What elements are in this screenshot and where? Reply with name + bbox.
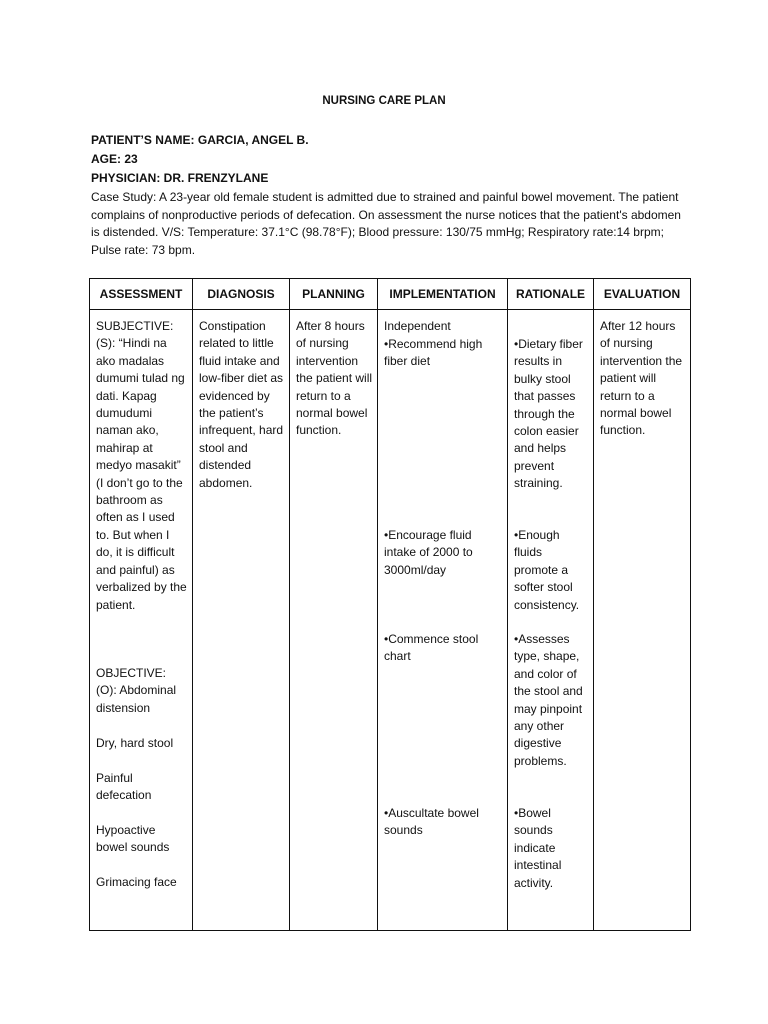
assessment-item: Dry, hard stool xyxy=(96,736,174,750)
evaluation-text: After 12 hours of nursing intervention the patient will return to a normal bowel function. xyxy=(600,319,683,438)
rationale-item: •Assesses type, shape, and color of the stool and may pinpoint any other digestive problems. xyxy=(514,632,583,768)
nursing-care-plan-table xyxy=(89,278,691,931)
implementation-heading: Independent xyxy=(384,319,451,333)
physician-name: PHYSICIAN: DR. FRENZYLANE xyxy=(91,171,269,185)
patient-age: AGE: 23 xyxy=(91,152,138,166)
header-rationale: RATIONALE xyxy=(508,279,594,310)
diagnosis-cell xyxy=(193,310,290,931)
evaluation-cell xyxy=(594,310,691,931)
implementation-cell xyxy=(378,310,508,931)
planning-text: After 8 hours of nursing intervention the patient will return to a normal bowel function. xyxy=(296,319,373,438)
rationale-cell xyxy=(508,310,594,931)
implementation-item: •Commence stool chart xyxy=(384,632,479,664)
rationale-item: •Dietary fiber results in bulky stool that passes through the colon easier and helps prevent straining. xyxy=(514,337,583,491)
header-implementation: IMPLEMENTATION xyxy=(378,279,508,310)
assessment-item: Grimacing face xyxy=(96,875,177,889)
table-row xyxy=(90,310,691,931)
implementation-item: •Recommend high fiber diet xyxy=(384,337,483,369)
header-planning: PLANNING xyxy=(290,279,378,310)
implementation-item: •Encourage fluid intake of 2000 to 3000ml/day xyxy=(384,528,473,577)
rationale-item: •Enough fluids promote a softer stool consistency. xyxy=(514,528,580,612)
planning-cell xyxy=(290,310,378,931)
case-study: Case Study: A 23-year old female student is admitted due to strained and painful bowel movement. The patient complains of nonproductive periods of defecation. On assessment the nurse notices that the patient's abdomen is distended. V/S: Temperature: 37.1°C (98.78°F); Blood pressure: 130/75 mmHg; Respiratory rate:14 brpm; Pulse rate: 73 bpm. xyxy=(91,190,681,257)
assessment-objective: OBJECTIVE: (O): Abdominal distension xyxy=(96,666,177,715)
patient-name: PATIENT’S NAME: GARCIA, ANGEL B. xyxy=(91,133,309,147)
document-title: NURSING CARE PLAN xyxy=(322,95,446,107)
diagnosis-text: Constipation related to little fluid intake and low-fiber diet as evidenced by the patient’s infrequent, hard stool and distended abdomen. xyxy=(199,319,284,490)
header-evaluation: EVALUATION xyxy=(594,279,691,310)
assessment-item: Painful defecation xyxy=(96,771,152,803)
assessment-subjective: SUBJECTIVE: (S): “Hindi na ako madalas dumumi tulad ng dati. Kapag dumudumi naman ako, mahirap at medyo masakit” (I don’t go to the bathroom as often as I used to. But when I do, it is difficult and painful) as verbalized by the patient. xyxy=(96,319,187,612)
implementation-item: •Auscultate bowel sounds xyxy=(384,806,479,838)
header-assessment: ASSESSMENT xyxy=(90,279,193,310)
header-diagnosis: DIAGNOSIS xyxy=(193,279,290,310)
assessment-item: Hypoactive bowel sounds xyxy=(96,823,170,855)
table-header-row xyxy=(90,279,691,310)
assessment-cell xyxy=(90,310,193,931)
rationale-item: •Bowel sounds indicate intestinal activity. xyxy=(514,806,562,890)
